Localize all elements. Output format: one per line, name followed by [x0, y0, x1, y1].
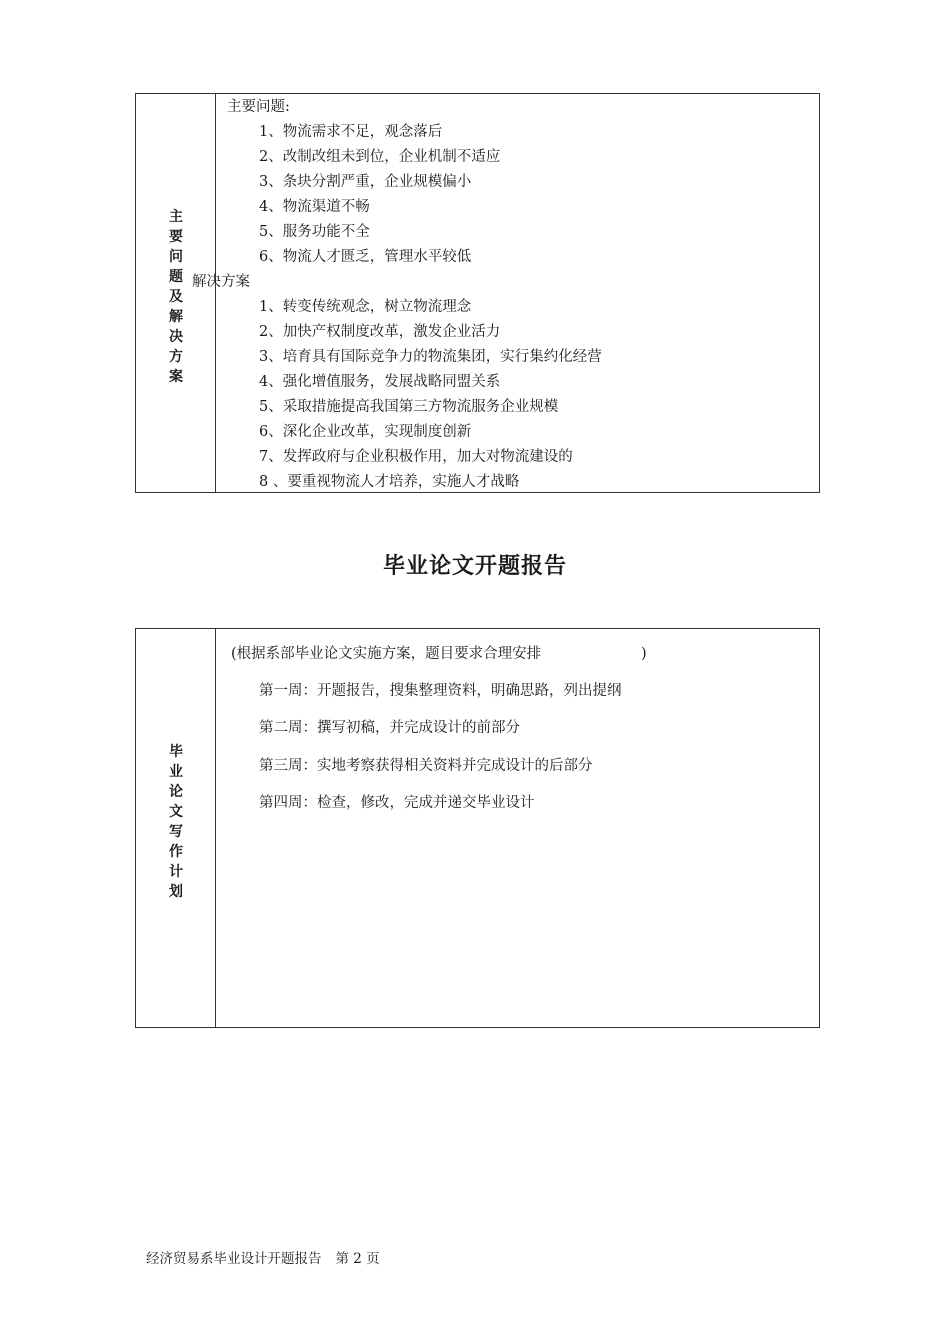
- page-footer: [146, 1247, 380, 1267]
- week-item: 第二周：撰写初稿，并完成设计的前部分: [259, 720, 520, 736]
- writing-plan-content: [216, 629, 819, 1027]
- solution-item: 6、深化企业改革，实现制度创新: [259, 424, 472, 440]
- writing-plan-label: 毕 业 论 文 写 作 计 划: [169, 744, 183, 900]
- writing-plan-table: [135, 628, 820, 1028]
- problem-item: 6、物流人才匮乏，管理水平较低: [259, 249, 472, 265]
- solution-item: 3、培育具有国际竞争力的物流集团，实行集约化经营: [259, 349, 602, 365]
- week-item: 第四周：检查，修改，完成并递交毕业设计: [259, 795, 535, 811]
- footer-text: 经济贸易系毕业设计开题报告: [146, 1251, 322, 1267]
- solution-item: 7、发挥政府与企业积极作用，加大对物流建设的: [259, 449, 573, 465]
- week-item: 第一周：开题报告，搜集整理资料，明确思路，列出提纲: [259, 683, 622, 699]
- solutions-heading: 解决方案: [192, 274, 250, 290]
- problem-item: 4、物流渠道不畅: [259, 199, 370, 215]
- solution-item: 8 、要重视物流人才培养，实施人才战略: [259, 474, 520, 490]
- writing-plan-label-cell: [136, 629, 216, 1027]
- solution-item: 5、采取措施提高我国第三方物流服务企业规模: [259, 399, 559, 415]
- plan-note-close: ): [641, 646, 647, 662]
- plan-note: (根据系部毕业论文实施方案，题目要求合理安排: [231, 646, 542, 662]
- solution-item: 1、转变传统观念，树立物流理念: [259, 299, 472, 315]
- problem-item: 5、服务功能不全: [259, 224, 370, 240]
- solution-item: 2、加快产权制度改革，激发企业活力: [259, 324, 501, 340]
- week-item: 第三周：实地考察获得相关资料并完成设计的后部分: [259, 758, 593, 774]
- problems-solutions-content: [192, 94, 819, 492]
- page-number: 第 2 页: [335, 1251, 380, 1267]
- problems-solutions-label-cell: [136, 94, 216, 492]
- problem-item: 1、物流需求不足，观念落后: [259, 124, 443, 140]
- problems-heading: 主要问题:: [227, 99, 290, 115]
- solution-item: 4、强化增值服务，发展战略同盟关系: [259, 374, 501, 390]
- problem-item: 2、改制改组未到位，企业机制不适应: [259, 149, 501, 165]
- problem-item: 3、条块分割严重，企业规模偏小: [259, 174, 472, 190]
- problems-solutions-table: [135, 93, 820, 493]
- report-title: 毕业论文开题报告: [382, 554, 567, 579]
- problems-solutions-label: 主 要 问 题 及 解 决 方 案: [169, 209, 183, 385]
